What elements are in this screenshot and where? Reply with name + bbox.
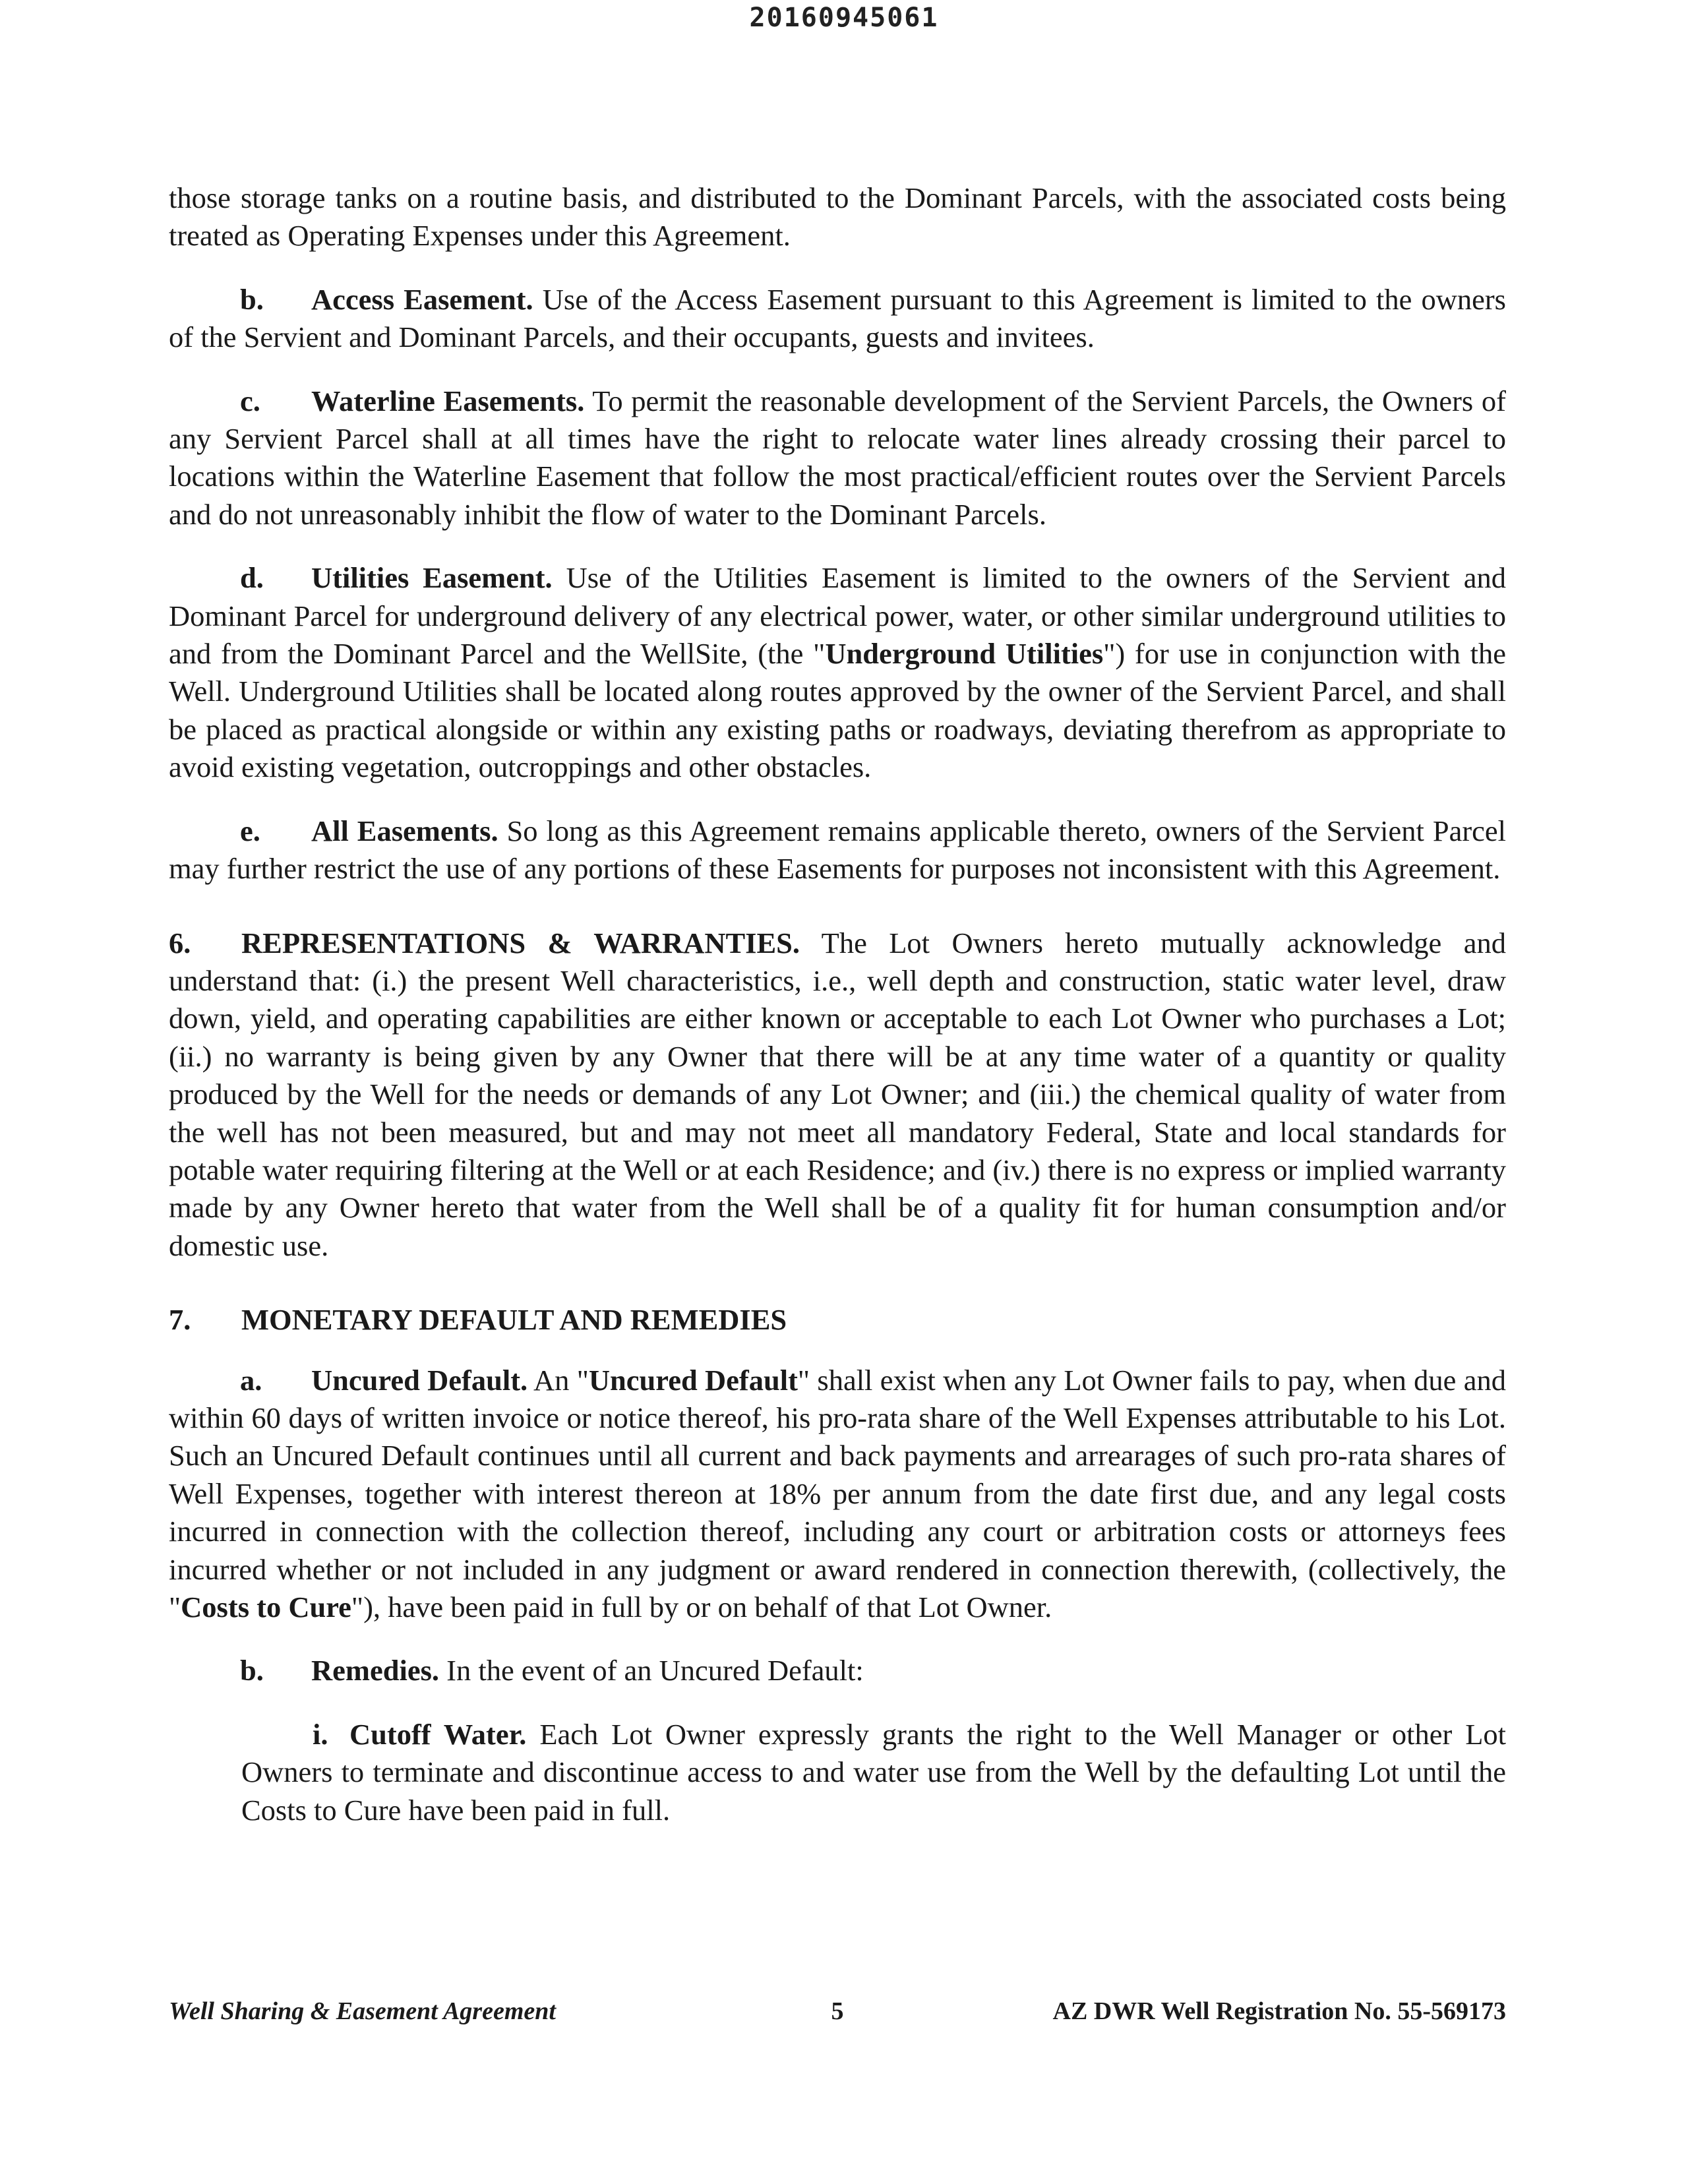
- section-label: b.: [240, 1654, 264, 1687]
- section-text: In the event of an Uncured Default:: [446, 1654, 864, 1687]
- section-title: Waterline Easements.: [311, 384, 585, 417]
- section-7a-uncured-default: [169, 1362, 1506, 1627]
- section-title: Access Easement.: [311, 282, 533, 316]
- defined-term: Underground Utilities: [825, 637, 1104, 671]
- section-label: d.: [240, 561, 264, 595]
- footer-page-number: 5: [831, 1997, 844, 2025]
- section-label: i.: [313, 1717, 328, 1751]
- section-text: An ": [533, 1363, 589, 1397]
- section-5d-utilities-easement: [169, 559, 1506, 786]
- section-text: To permit the reasonable development of the Servient Parcels, the Owners of any Servient Parcel shall at all times have the right to relocate water lines already crossing their parcel to locations within the Waterline Easement that follow the most practical/efficient routes over the Servient Parcels and do not unreasonably inhibit the flow of water to the Dominant Parcels.: [169, 384, 1506, 531]
- paragraph-intro: those storage tanks on a routine basis, and distributed to the Dominant Parcels, with the associated costs being treated as Operating Expenses under this Agreement.: [169, 181, 1506, 253]
- section-label: e.: [240, 814, 260, 847]
- section-label: c.: [240, 384, 260, 417]
- defined-term: Uncured Default: [588, 1363, 798, 1397]
- section-text: So long as this Agreement remains applicable thereto, owners of the Servient Parcel may further restrict the use of any portions of these Easements for purposes not inconsistent with this Agreement.: [169, 814, 1507, 886]
- section-5c-waterline-easements: [169, 382, 1506, 534]
- section-5b-access-easement: [169, 281, 1506, 357]
- section-label: 6.: [169, 926, 191, 959]
- footer-document-title: Well Sharing & Easement Agreement: [169, 1997, 556, 2025]
- section-title: Uncured Default.: [311, 1363, 528, 1397]
- section-7bi-cutoff-water: [169, 1716, 1506, 1829]
- document-body: [169, 179, 1506, 1855]
- section-7-heading: [169, 1301, 1506, 1339]
- section-text: Use of the Access Easement pursuant to this Agreement is limited to the owners of the Servient and Dominant Parcels, and their occupants, guests and invitees.: [169, 282, 1506, 354]
- document-number: 20160945061: [749, 3, 939, 33]
- section-title: Cutoff Water.: [349, 1717, 527, 1751]
- section-text: ") for use in conjunction with the Well. Underground Utilities shall be located along routes approved by the owner of the Servient Parcel, and shall be placed as practical alongside or within any existing paths or roadways, deviating therefrom as appropriate to avoid existing vegetation, outcroppings and other obstacles.: [169, 637, 1506, 784]
- section-7b-remedies: [169, 1652, 1506, 1689]
- section-text: "), have been paid in full by or on behalf of that Lot Owner.: [351, 1591, 1052, 1623]
- section-label: b.: [240, 282, 264, 316]
- section-6-representations-warranties: [169, 925, 1506, 1265]
- section-text: " shall exist when any Lot Owner fails to pay, when due and within 60 days of written invoice or notice thereof, his pro-rata share of the Well Expenses attributable to his Lot. Such an Uncured Default continues until all current and back payments and arrearages of such pro-rata shares of Well Expenses, together with interest thereon at 18% per annum from the date first due, and any legal costs incurred in connection with the collection thereof, including any court or arbitration costs or attorneys fees incurred whether or not included in any judgment or award rendered in connection therewith, (collectively, the ": [169, 1363, 1506, 1623]
- section-title: All Easements.: [311, 814, 498, 847]
- section-label: a.: [240, 1363, 262, 1397]
- section-title: MONETARY DEFAULT AND REMEDIES: [241, 1303, 787, 1337]
- section-label: 7.: [169, 1303, 191, 1337]
- section-5e-all-easements: [169, 812, 1506, 888]
- footer-registration-number: AZ DWR Well Registration No. 55-569173: [1052, 1997, 1506, 2025]
- section-text: Use of the Utilities Easement is limited to the owners of the Servient and Dominant Parcel for underground delivery of any electrical power, water, or other similar underground utilities to and from the Dominant Parcel and the WellSite, (the ": [169, 561, 1507, 671]
- section-text: Each Lot Owner expressly grants the right to the Well Manager or other Lot Owners to terminate and discontinue access to and water use from the Well by the defaulting Lot until the Costs to Cure have been paid in full.: [241, 1717, 1506, 1827]
- defined-term: Costs to Cure: [181, 1591, 351, 1623]
- section-title: Remedies.: [311, 1654, 440, 1687]
- page-footer: [169, 1997, 1506, 2034]
- section-title: Utilities Easement.: [311, 561, 553, 595]
- section-text: The Lot Owners hereto mutually acknowledge and understand that: (i.) the present Well characteristics, i.e., well depth and construction, static water level, draw down, yield, and operating capabilities are either known or acceptable to each Lot Owner who purchases a Lot; (ii.) no warranty is being given by any Owner that there will be at any time water of a quantity or quality produced by the Well for the needs or demands of any Lot Owner; and (iii.) the chemical quality of water from the well has not been measured, but and may not meet all mandatory Federal, State and local standards for potable water requiring filtering at the Well or at each Residence; and (iv.) there is no express or implied warranty made by any Owner hereto that water from the Well shall be of a quality fit for human consumption and/or domestic use.: [169, 926, 1506, 1262]
- section-title: REPRESENTATIONS & WARRANTIES.: [241, 926, 800, 959]
